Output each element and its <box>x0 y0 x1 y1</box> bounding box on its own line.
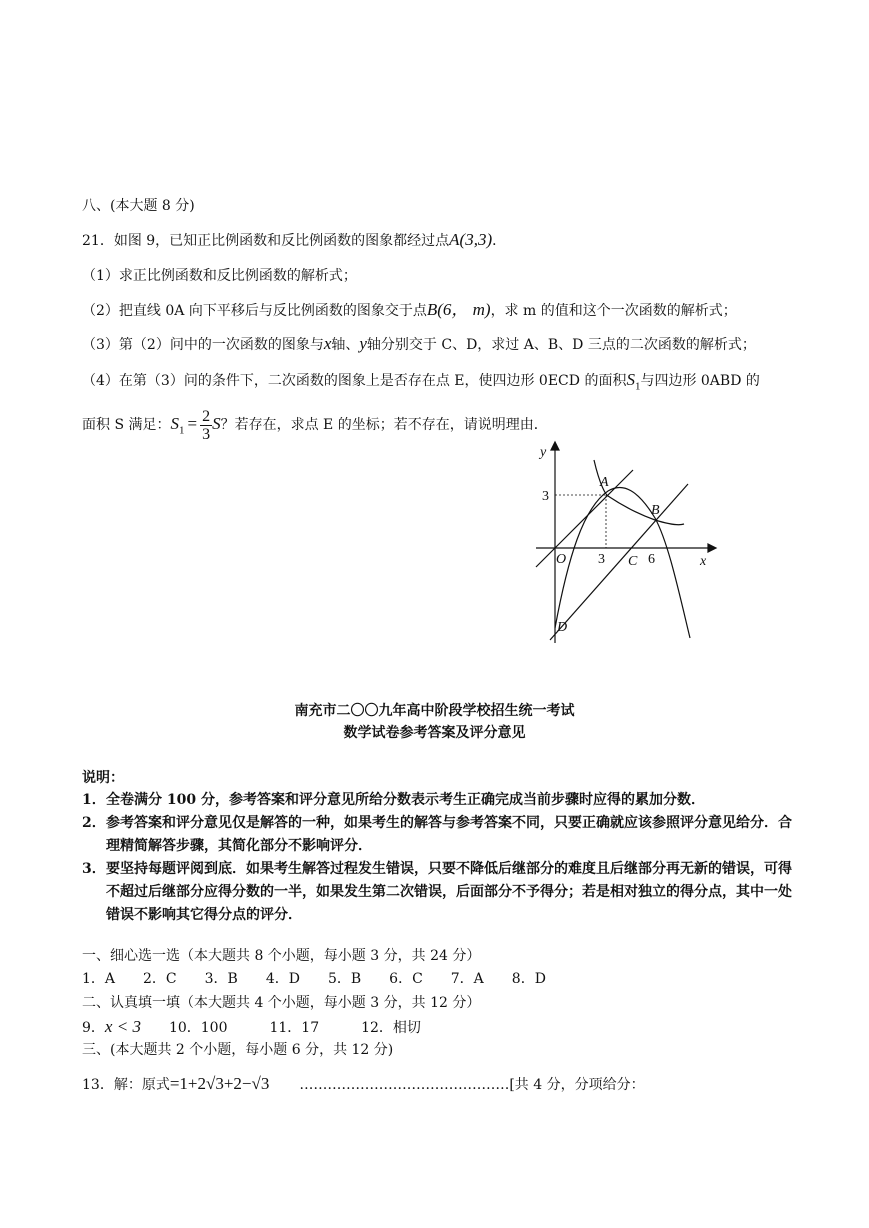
line-dcb <box>550 484 688 640</box>
label-c: C <box>628 554 638 569</box>
q21-end: ． <box>492 233 507 249</box>
section-heading: 八、(本大题 8 分) <box>82 198 195 214</box>
p4-s1: $S_1$ <box>626 370 641 393</box>
q21-point: A(3,3) <box>449 230 493 249</box>
question-21 <box>82 230 506 251</box>
p5-fraction: $\frac{2}{3}$ <box>202 407 211 443</box>
parabola <box>555 487 690 638</box>
rule-2: 2． 参考答案和评分意见仅是解答的一种，如果考生的解答与参考答案不同，只要正确就应该参照评分意见给分．合理精简解答步骤，其简化部分不影响评分． <box>82 815 792 854</box>
part-4 <box>82 370 760 396</box>
p2-text-a: （2）把直线 0A 向下平移后与反比例函数的图象交于点 <box>82 303 427 319</box>
p3-y: y <box>359 334 367 353</box>
section-1-answers: 1．A 2．C 3．B 4．D 5．B 6．C 7．A 8．D <box>82 971 546 987</box>
rule-3: 3． 要坚持每题评阅到底．如果考生解答过程发生错误，只要不降低后继部分的难度且后继部分再无新的错误，可得不超过后继部分应得分数的一半，如果发生第二次错误，后面部分不予得分；若是相对独立的得分点，其中一处错误不影响其它得分点的评分． <box>82 861 792 923</box>
answer-subtitle: 数学试卷参考答案及评分意见 <box>343 725 526 741</box>
p2-point: B(6， m) <box>426 300 491 319</box>
function-graph-figure <box>528 438 718 648</box>
answers-10-12: 10．100 11．17 12．相切 <box>140 1020 421 1036</box>
label-a: A <box>600 475 609 490</box>
p3-x: x <box>323 334 332 353</box>
rule-1: 1． 全卷满分 100 分，参考答案和评分意见所给分数表示考生正确完成当前步骤时应得的累加分数． <box>82 792 705 808</box>
part-2 <box>82 300 737 321</box>
p5-s: S <box>212 414 221 433</box>
label-d: D <box>557 620 568 635</box>
label-o: O <box>556 552 567 567</box>
p5-text-b: ？若存在，求点 E 的坐标；若不存在，请说明理由． <box>220 417 548 433</box>
q13-math: =1+2√3+2−√3 <box>169 1074 270 1093</box>
label-three-y: 3 <box>542 489 549 504</box>
p3-text-a: （3）第（2）问中的一次函数的图象与 <box>82 337 324 353</box>
note-label: 说明： <box>82 770 124 786</box>
p5-eq: = <box>187 414 198 433</box>
p5-text-a: 面积 S 满足： <box>82 417 171 433</box>
y-axis-arrow <box>551 442 559 450</box>
part-1: （1）求正比例函数和反比例函数的解析式； <box>82 268 357 284</box>
q13-label: 13．解：原式 <box>82 1077 170 1093</box>
part-3 <box>82 334 756 355</box>
section-2: 二、认真填一填（本大题共 4 个小题，每小题 3 分，共 12 分） <box>82 995 481 1011</box>
label-x: x <box>700 554 707 569</box>
answer-9-label: 9． <box>82 1020 105 1036</box>
x-axis-arrow <box>708 544 716 552</box>
answer-title: 南充市二〇〇九年高中阶段学校招生统一考试 <box>294 703 575 719</box>
part-4-cont <box>82 405 548 449</box>
label-three-x: 3 <box>598 552 605 567</box>
p3-text-c: 轴分别交于 C、D，求过 A、B、D 三点的二次函数的解析式； <box>366 337 756 353</box>
p4-text-b: 与四边形 0ABD 的 <box>640 373 760 389</box>
p3-text-b: 轴、 <box>331 337 360 353</box>
label-y: y <box>540 445 547 460</box>
label-b: B <box>651 503 660 518</box>
question-13 <box>82 1074 645 1095</box>
hyperbola <box>594 460 684 525</box>
q21-text: 21．如图 9，已知正比例函数和反比例函数的图象都经过点 <box>82 233 450 249</box>
p5-s1: $S_1$ <box>170 414 185 437</box>
p4-text-a: （4）在第（3）问的条件下，二次函数的图象上是否存在点 E，使四边形 0ECD 的面积 <box>82 373 627 389</box>
section-1: 一、细心选一选（本大题共 8 个小题，每小题 3 分，共 24 分） <box>82 948 481 964</box>
p2-text-b: ，求 m 的值和这个一次函数的解析式； <box>490 303 737 319</box>
section-2-answers <box>82 1017 421 1038</box>
line-oa <box>536 470 633 567</box>
q13-dots: ………………………………………[共 4 分，分项给分： <box>299 1077 645 1093</box>
label-six: 6 <box>648 552 655 567</box>
section-3: 三、(本大题共 2 个小题，每小题 6 分，共 12 分) <box>82 1042 394 1058</box>
answer-9-math: x < 3 <box>104 1017 141 1036</box>
